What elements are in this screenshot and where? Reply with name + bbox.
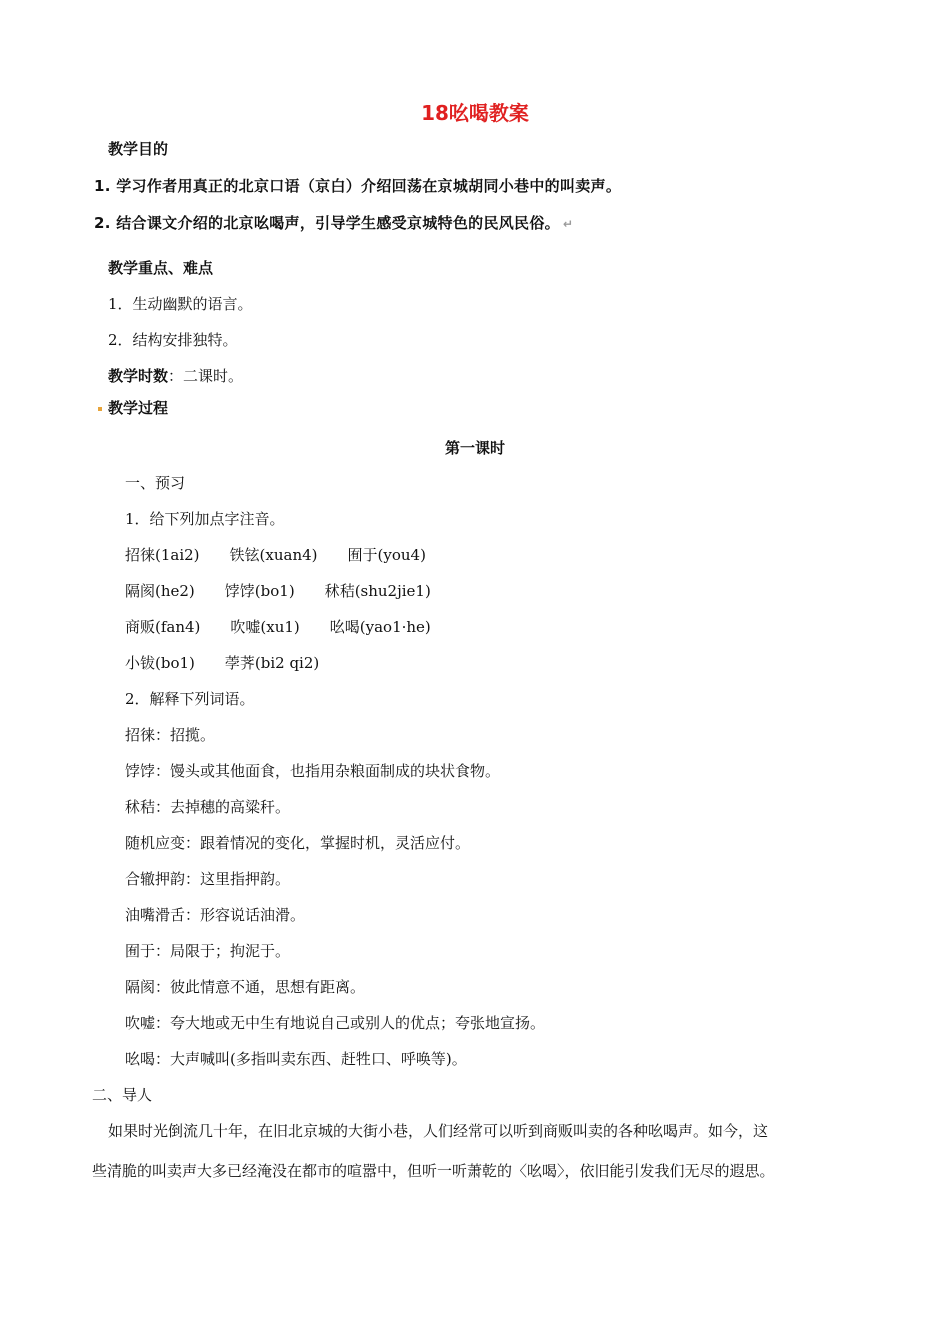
pinyin-task: 1．给下列加点字注音。: [125, 510, 285, 528]
paragraph-mark-icon: ↵: [562, 217, 574, 231]
intro-heading: 二、导人: [92, 1086, 153, 1104]
pinyin-term: 小钹(bo1): [125, 654, 195, 672]
objective-item-2: [94, 213, 573, 234]
definition-item: 随机应变：跟着情况的变化，掌握时机，灵活应付。: [125, 834, 471, 852]
intro-paragraph-line-2: 些清脆的叫卖声大多已经淹没在都市的喧嚣中，但听一听萧乾的〈吆喝〉，依旧能引发我们无尽的遐思。: [92, 1162, 775, 1180]
teaching-hours-value: ：二课时。: [168, 367, 244, 385]
pinyin-term: 隔阂(he2): [125, 582, 195, 600]
section-heading-process: [98, 398, 168, 418]
pinyin-term: 招徕(1ai2): [125, 546, 200, 564]
definition-item: 吆喝：大声喊叫(多指叫卖东西、赶牲口、呼唤等)。: [125, 1050, 467, 1068]
pinyin-term: 商贩(fan4): [125, 618, 201, 636]
definitions-task: 2．解释下列词语。: [125, 690, 255, 708]
pinyin-term: 秫秸(shu2jie1): [324, 582, 431, 600]
bullet-mark-icon: [98, 407, 102, 411]
definition-item: 囿于：局限于；拘泥于。: [125, 942, 291, 960]
pinyin-term: 荸荠(bi2 qi2): [224, 654, 320, 672]
intro-paragraph-line-1: 如果时光倒流几十年，在旧北京城的大街小巷，人们经常可以听到商贩叫卖的各种吆喝声。如今，这: [108, 1122, 769, 1140]
objective-item-2-text: 2. 结合课文介绍的北京吆喝声，引导学生感受京城特色的民风民俗。: [94, 214, 560, 232]
pinyin-row: [125, 653, 319, 673]
pinyin-term: 饽饽(bo1): [224, 582, 295, 600]
pinyin-term: 吆喝(yao1·he): [329, 618, 431, 636]
definition-item: 招徕：招揽。: [125, 726, 216, 744]
key-point-item-1: 1．生动幽默的语言。: [108, 295, 253, 313]
teaching-hours-label: 教学时数: [108, 367, 169, 385]
definition-item: 油嘴滑舌：形容说话油滑。: [125, 906, 306, 924]
teaching-hours: [108, 366, 243, 386]
definition-item: 隔阂：彼此情意不通，思想有距离。: [125, 978, 366, 996]
key-point-item-2: 2．结构安排独特。: [108, 331, 238, 349]
lesson-one-heading: 第一课时: [444, 439, 505, 457]
definition-item: 吹嘘：夸大地或无中生有地说自己或别人的优点；夸张地宣扬。: [125, 1014, 546, 1032]
document-title: 18吆喝教案: [421, 101, 529, 125]
objective-item-1: 1. 学习作者用真正的北京口语（京白）介绍回荡在京城胡同小巷中的叫卖声。: [94, 177, 622, 195]
pinyin-row: [125, 581, 431, 601]
process-heading-text: 教学过程: [108, 399, 169, 417]
pinyin-term: 吹嘘(xu1): [230, 618, 300, 636]
pinyin-row: [125, 617, 431, 637]
definition-item: 饽饽：馒头或其他面食，也指用杂粮面制成的块状食物。: [125, 762, 501, 780]
definition-item: 合辙押韵：这里指押韵。: [125, 870, 291, 888]
section-heading-objectives: 教学目的: [108, 140, 169, 158]
definition-item: 秫秸：去掉穗的高粱秆。: [125, 798, 291, 816]
pinyin-term: 囿于(you4): [347, 546, 426, 564]
section-heading-key-points: 教学重点、难点: [108, 259, 214, 277]
pinyin-row: [125, 545, 426, 565]
preview-heading: 一、预习: [125, 474, 186, 492]
pinyin-term: 铁铉(xuan4): [229, 546, 318, 564]
